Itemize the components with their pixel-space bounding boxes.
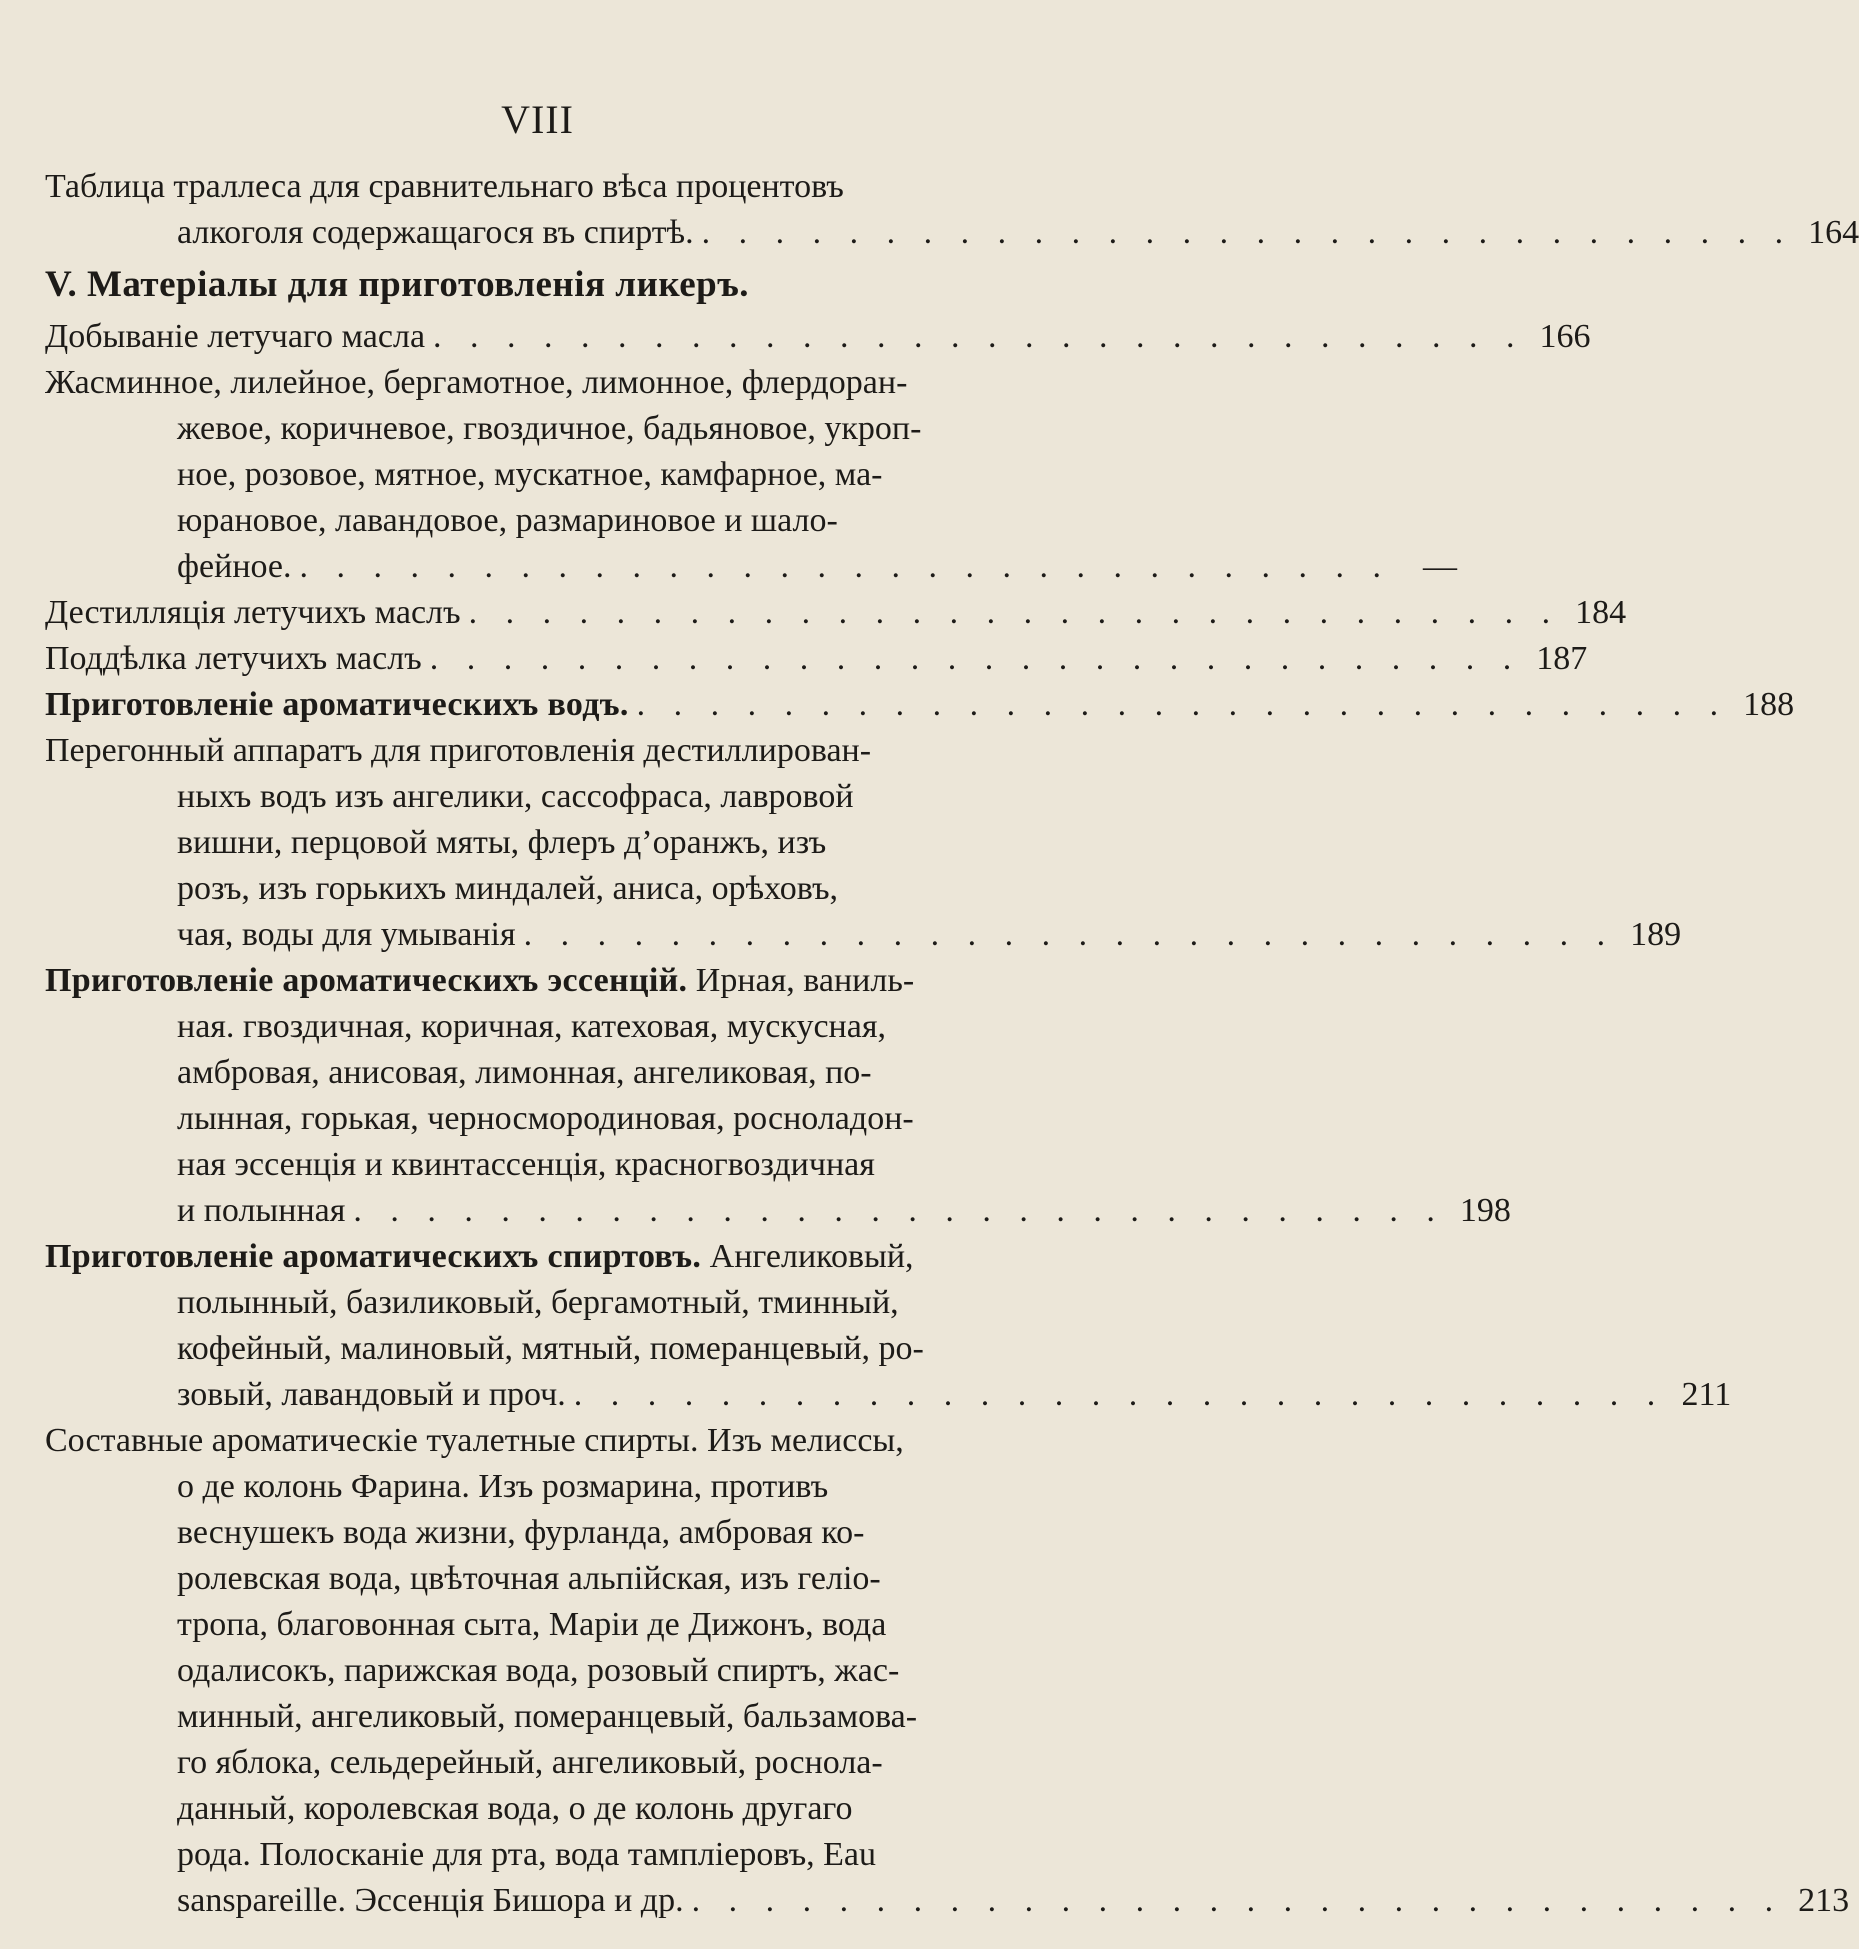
toc-line xyxy=(45,1878,1850,1924)
toc-text: лынная, горькая, черносмородиновая, росноладон- xyxy=(177,1100,914,1137)
toc-text: ролевская вода, цвѣточная альпійская, изъ геліо- xyxy=(177,1560,881,1597)
toc-line xyxy=(45,1326,1030,1372)
page-ref: 166 xyxy=(1539,318,1591,355)
toc-text: зовый, лавандовый и проч. xyxy=(177,1376,566,1413)
toc-text: Ангеликовый, xyxy=(701,1238,914,1275)
toc-text: о де колонь Фарина. Изъ розмарина, противъ xyxy=(177,1468,829,1505)
toc-lead: Приготовленіе ароматическихъ спиртовъ. xyxy=(45,1238,702,1275)
toc-line xyxy=(45,1694,1030,1740)
page-ref: 188 xyxy=(1743,686,1795,723)
toc-text: юрановое, лавандовое, размариновое и шало- xyxy=(177,502,838,539)
toc-text: Таблица траллеса для сравнительнаго вѣса процентовъ xyxy=(45,168,844,205)
page-ref: 213 xyxy=(1798,1882,1850,1919)
toc-text: минный, ангеликовый, померанцевый, бальзамова- xyxy=(177,1698,918,1735)
toc-text: Жасминное, лилейное, бергамотное, лимонное, флердоран- xyxy=(45,364,908,401)
toc-line xyxy=(45,1464,1030,1510)
page-ref: 198 xyxy=(1459,1192,1511,1229)
toc-text: Приготовленіе ароматическихъ водъ. xyxy=(45,686,629,723)
leader-dots: . . . . . . . . . . . . . . . . . . . . . . . . . . . . . . xyxy=(429,640,1522,677)
toc-line xyxy=(45,1786,1030,1832)
leader-dots: . . . . . . . . . . . . . . . . . . . . . . . . . . . . . . xyxy=(468,594,1561,631)
leader-dots: . . . . . . . . . . . . . . . . . . . . . . . . . . . . . . xyxy=(299,548,1392,585)
toc-line xyxy=(45,164,1030,210)
toc-text: ная эссенція и квинтассенція, красногвоздичная xyxy=(177,1146,875,1183)
leader-dots: . . . . . . . . . . . . . . . . . . . . . . . . . . . . . . xyxy=(691,1882,1784,1919)
toc-line xyxy=(45,1418,1030,1464)
page-ref: 184 xyxy=(1575,594,1627,631)
toc-entry xyxy=(45,1418,1850,1924)
toc-line xyxy=(45,728,1030,774)
toc-text: вишни, перцовой мяты, флеръ д’оранжъ, изъ xyxy=(177,824,827,861)
toc-line xyxy=(45,1142,1030,1188)
toc-line xyxy=(45,1188,1511,1234)
toc-lead: Приготовленіе ароматическихъ эссенцій. xyxy=(45,962,688,999)
toc-text: амбровая, анисовая, лимонная, ангеликовая, по- xyxy=(177,1054,872,1091)
page-ref: — xyxy=(1423,548,1458,585)
toc-text: алкоголя содержащагося въ спиртѣ. xyxy=(177,214,694,251)
leader-dots: . . . . . . . . . . . . . . . . . . . . . . . . . . . . . . xyxy=(636,686,1729,723)
toc-line xyxy=(45,1234,1030,1280)
toc-entry xyxy=(45,728,1682,958)
toc-text: кофейный, малиновый, мятный, померанцевый, ро- xyxy=(177,1330,924,1367)
toc-line xyxy=(45,820,1030,866)
page-number: VIII xyxy=(501,97,574,142)
toc-entry xyxy=(45,958,1511,1234)
toc-text: веснушекъ вода жизни, фурланда, амбровая ко- xyxy=(177,1514,865,1551)
toc-entry xyxy=(45,1234,1732,1418)
section-heading: V. Матеріалы для приготовленія ликеръ. xyxy=(45,264,750,305)
leader-dots: . . . . . . . . . . . . . . . . . . . . . . . . . . . . . . xyxy=(353,1192,1445,1229)
toc-text: фейное. xyxy=(177,548,292,585)
toc-line xyxy=(45,1280,1030,1326)
page-ref: 211 xyxy=(1681,1376,1732,1413)
toc-line xyxy=(45,360,1030,406)
toc-line xyxy=(45,774,1030,820)
page-ref: 187 xyxy=(1536,640,1588,677)
toc-line xyxy=(45,406,1030,452)
toc-line xyxy=(45,1648,1030,1694)
toc-line xyxy=(45,1004,1030,1050)
toc-line xyxy=(45,1832,1030,1878)
toc-text: Составные ароматическіе туалетные спирты. Изъ мелиссы, xyxy=(45,1422,904,1459)
toc-text: Добываніе летучаго масла xyxy=(45,318,426,355)
toc-line xyxy=(45,498,1030,544)
toc-line xyxy=(45,1510,1030,1556)
toc-text: Дестилляція летучихъ маслъ xyxy=(45,594,461,631)
page-ref: 164 xyxy=(1808,214,1859,251)
toc-text: sanspareille. Эссенція Бишора и др. xyxy=(177,1882,684,1919)
toc-line xyxy=(45,1372,1732,1418)
toc-line xyxy=(45,544,1458,590)
toc-line xyxy=(45,1096,1030,1142)
toc-text: ная. гвоздичная, коричная, катеховая, мускусная, xyxy=(177,1008,886,1045)
toc-line xyxy=(45,452,1030,498)
toc-line xyxy=(45,958,1030,1004)
toc-line xyxy=(45,1556,1030,1602)
toc-entry xyxy=(45,360,1458,590)
toc-line xyxy=(45,1602,1030,1648)
leader-dots: . . . . . . . . . . . . . . . . . . . . . . . . . . . . . . xyxy=(573,1376,1666,1413)
toc-entry xyxy=(45,314,1591,360)
toc-text: го яблока, сельдерейный, ангеликовый, роснола- xyxy=(177,1744,883,1781)
toc-entry xyxy=(45,590,1627,636)
toc-text: полынный, базиликовый, бергамотный, тминный, xyxy=(177,1284,899,1321)
toc-line xyxy=(45,1740,1030,1786)
leader-dots: . . . . . . . . . . . . . . . . . . . . . . . . . . . . . . xyxy=(523,916,1616,953)
toc-text: ныхъ водъ изъ ангелики, сассофраса, лавровой xyxy=(177,778,854,815)
toc-text: Ирная, ваниль- xyxy=(687,962,915,999)
toc-text: жевое, коричневое, гвоздичное, бадьяновое, укроп- xyxy=(177,410,922,447)
toc-text: рода. Полосканіе для рта, вода тампліеровъ, Eau xyxy=(177,1836,877,1873)
toc-text: одалисокъ, парижская вода, розовый спиртъ, жас- xyxy=(177,1652,900,1689)
toc-line xyxy=(45,912,1682,958)
toc-text: Перегонный аппаратъ для приготовленія дестиллирован- xyxy=(45,732,872,769)
page-ref: 189 xyxy=(1630,916,1682,953)
leader-dots: . . . . . . . . . . . . . . . . . . . . . . . . . . . . . . xyxy=(701,214,1794,251)
toc-entry xyxy=(45,164,1859,256)
toc-line xyxy=(45,866,1030,912)
toc-line xyxy=(45,210,1859,256)
toc-entry xyxy=(45,636,1588,682)
toc-entry xyxy=(45,682,1795,728)
toc-text: данный, королевская вода, о де колонь другаго xyxy=(177,1790,853,1827)
toc-text: и полынная xyxy=(177,1192,346,1229)
toc-text: ное, розовое, мятное, мускатное, камфарное, ма- xyxy=(177,456,883,493)
toc-text: тропа, благовонная сыта, Маріи де Дижонъ, вода xyxy=(177,1606,887,1643)
leader-dots: . . . . . . . . . . . . . . . . . . . . . . . . . . . . . . xyxy=(433,318,1525,355)
toc-text: Поддѣлка летучихъ маслъ xyxy=(45,640,422,677)
toc-text: чая, воды для умыванія xyxy=(177,916,516,953)
toc-text: розъ, изъ горькихъ миндалей, аниса, орѣховъ, xyxy=(177,870,839,907)
toc-line xyxy=(45,1050,1030,1096)
